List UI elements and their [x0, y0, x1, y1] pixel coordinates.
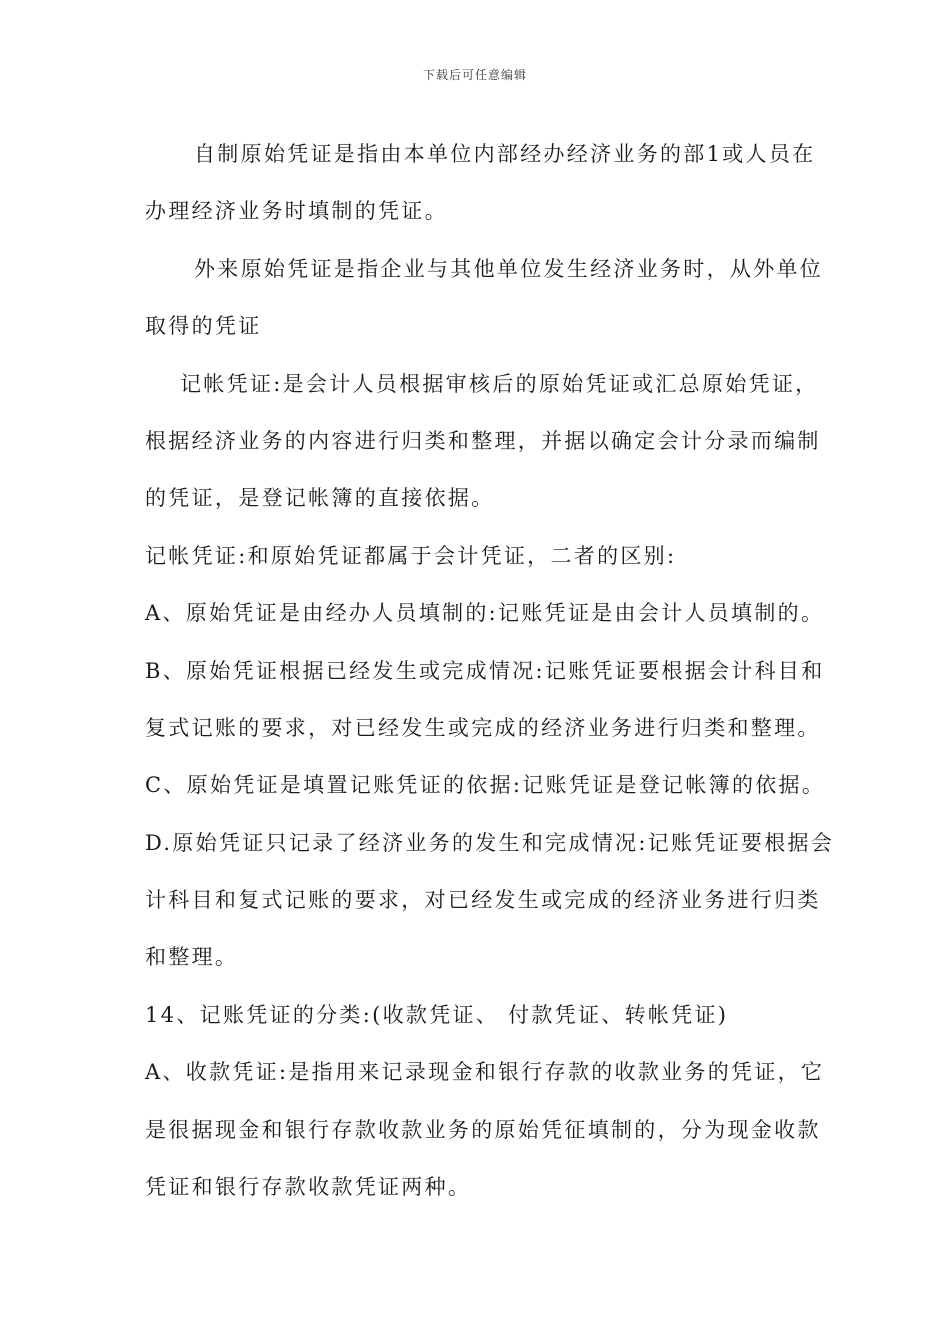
paragraph-line: 是很据现金和银行存款收款业务的原始凭征填制的，分为现金收款 — [145, 1117, 821, 1142]
paragraph-line: 记帐凭证:和原始凭证都属于会计凭证，二者的区别: — [145, 543, 677, 568]
paragraph-line: 和整理。 — [145, 945, 239, 970]
paragraph-line: A、收款凭证:是指用来记录现金和银行存款的收款业务的凭证，它 — [145, 1060, 825, 1085]
paragraph-line: 的凭证，是登记帐簿的直接依据。 — [145, 486, 495, 511]
paragraph-line: 自制原始凭证是指由本单位内部经办经济业务的部1或人员在 — [194, 142, 816, 166]
paragraph-line: 办理经济业务时填制的凭证。 — [145, 199, 448, 224]
paragraph-line: A、原始凭证是由经办人员填制的:记账凭证是由会计人员填制的。 — [145, 601, 825, 626]
paragraph-line: 凭证和银行存款收款凭证两种。 — [145, 1175, 472, 1200]
paragraph-line: 记帐凭证:是会计人员根据审核后的原始凭证或汇总原始凭证， — [180, 371, 819, 396]
paragraph-line: D.原始凭证只记录了经济业务的发生和完成情况:记账凭证要根据会 — [145, 830, 835, 855]
document-body — [145, 132, 835, 1222]
paragraph-line: C、原始凭证是填置记账凭证的依据:记账凭证是登记帐簿的依据。 — [145, 773, 826, 798]
paragraph-line: 根据经济业务的内容进行归类和整理，并据以确定会计分录而编制 — [145, 428, 821, 453]
paragraph-line: 14、记账凭证的分类:(收款凭证、 付款凭证、转帐凭证) — [145, 1002, 729, 1027]
paragraph-line: 取得的凭证 — [145, 314, 262, 339]
header-note: 下载后可任意编辑 — [422, 68, 527, 82]
paragraph-line: B、原始凭证根据已经发生或完成情况:记账凭证要根据会计科目和 — [145, 658, 825, 683]
paragraph-line: 复式记账的要求，对已经发生或完成的经济业务进行归类和整理。 — [145, 715, 821, 740]
paragraph-line: 外来原始凭证是指企业与其他单位发生经济业务时，从外单位 — [194, 256, 824, 281]
paragraph-line: 计科目和复式记账的要求，对已经发生或完成的经济业务进行归类 — [145, 888, 821, 913]
